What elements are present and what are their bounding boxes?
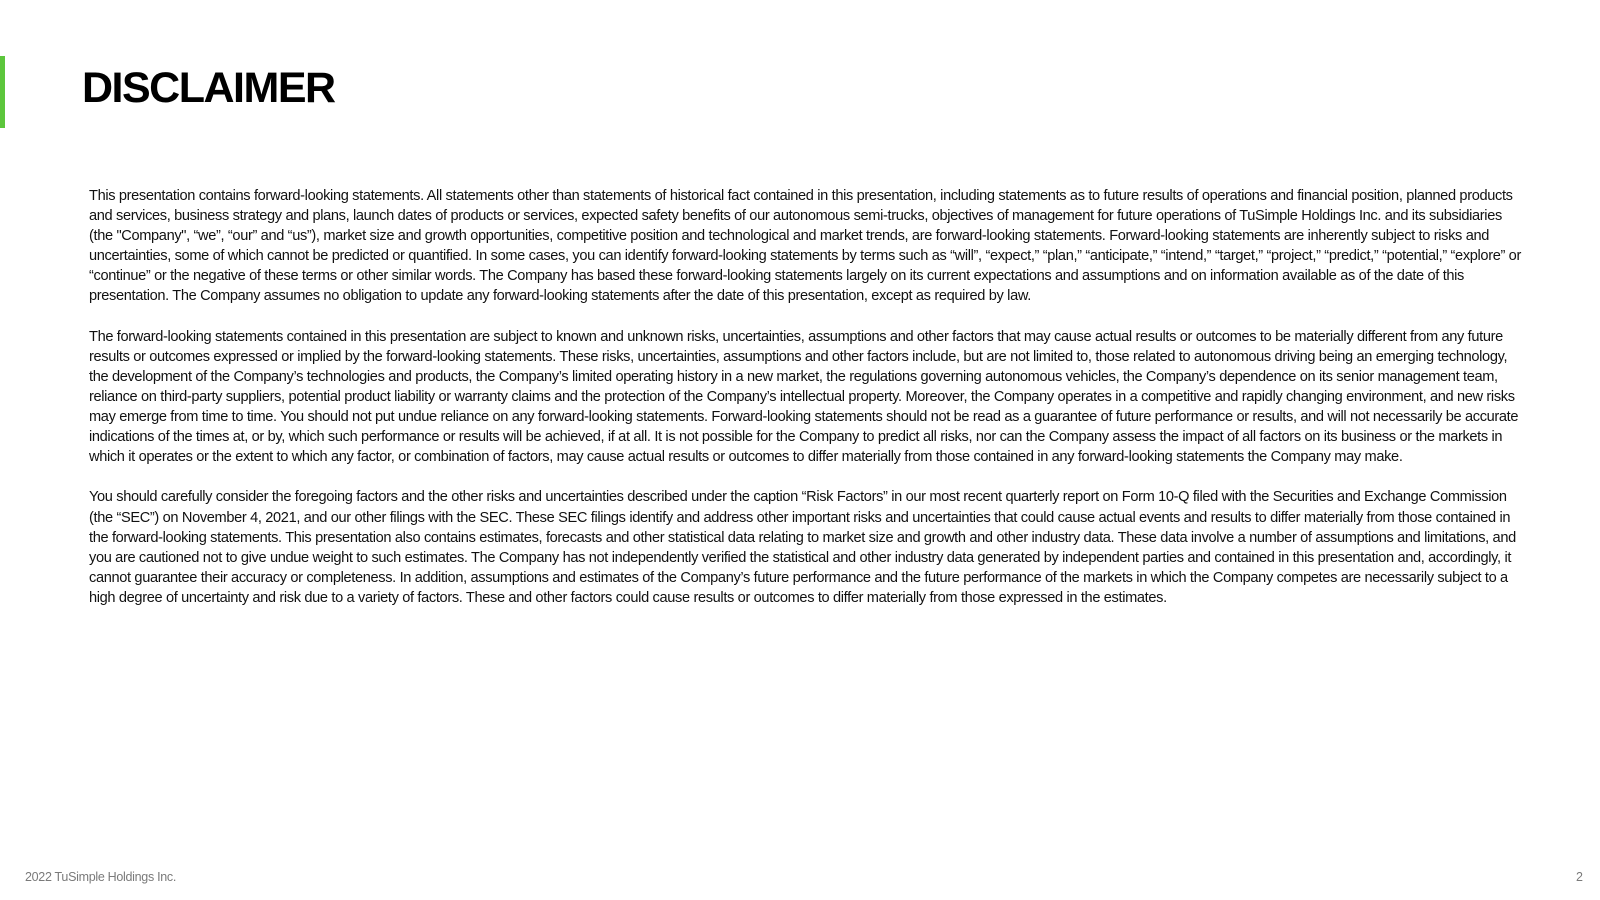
footer-copyright: 2022 TuSimple Holdings Inc. — [25, 870, 177, 884]
disclaimer-body — [89, 186, 1529, 628]
disclaimer-paragraph-forward-looking: This presentation contains forward-looking statements. All statements other than statements of historical fact contained in this presentation, including statements as to future results of operations and financial position, planned products and services, business strategy and plans, launch dates of products or services, expected safety benefits of our autonomous semi-trucks, objectives of management for future operations of TuSimple Holdings Inc. and its subsidiaries (the "Company", “we”, “our” and “us”), market size and growth opportunities, competitive position and technological and market trends, are forward-looking statements. Forward-looking statements are inherently subject to risks and uncertainties, some of which cannot be predicted or quantified. In some cases, you can identify forward-looking statements by terms such as “will”, “expect,” “plan,” “anticipate,” “intend,” “target,” “project,” “predict,” “potential,” “explore” or “continue” or the negative of these terms or other similar words. The Company has based these forward-looking statements largely on its current expectations and assumptions and on information available as of the date of this presentation. The Company assumes no obligation to update any forward-looking statements after the date of this presentation, except as required by law. — [89, 188, 1521, 305]
title-accent-bar — [0, 56, 5, 128]
disclaimer-paragraph-filings: You should carefully consider the foregoing factors and the other risks and uncertainties described under the caption “Risk Factors” in our most recent quarterly report on Form 10-Q filed with the Securities and Exchange Commission (the “SEC”) on November 4, 2021, and our other filings with the SEC. These SEC filings identify and address other important risks and uncertainties that could cause actual events and results to differ materially from those contained in the forward-looking statements. This presentation also contains estimates, forecasts and other statistical data relating to market size and growth and other industry data. These data involve a number of assumptions and limitations, and you are cautioned not to give undue weight to such estimates. The Company has not independently verified the statistical and other industry data generated by independent parties and contained in this presentation and, accordingly, it cannot guarantee their accuracy or completeness. In addition, assumptions and estimates of the Company’s future performance and the future performance of the markets in which the Company competes are necessarily subject to a high degree of uncertainty and risk due to a variety of factors. These and other factors could cause results or outcomes to differ materially from those expressed in the estimates. — [89, 489, 1516, 606]
page-number: 2 — [1576, 870, 1583, 884]
page-title: DISCLAIMER — [82, 64, 335, 112]
disclaimer-paragraph-risks: The forward-looking statements contained in this presentation are subject to known and unknown risks, uncertainties, assumptions and other factors that may cause actual results or outcomes to be materially different from any future results or outcomes expressed or implied by the forward-looking statements. These risks, uncertainties, assumptions and other factors include, but are not limited to, those related to autonomous driving being an emerging technology, the development of the Company’s technologies and products, the Company’s limited operating history in a new market, the regulations governing autonomous vehicles, the Company’s dependence on its senior management team, reliance on third-party suppliers, potential product liability or warranty claims and the protection of the Company’s intellectual property. Moreover, the Company operates in a competitive and rapidly changing environment, and new risks may emerge from time to time. You should not put undue reliance on any forward-looking statements. Forward-looking statements should not be read as a guarantee of future performance or results, and will not necessarily be accurate indications of the times at, or by, which such performance or results will be achieved, if at all. It is not possible for the Company to predict all risks, nor can the Company assess the impact of all factors on its business or the markets in which it operates or the extent to which any factor, or combination of factors, may cause actual results or outcomes to differ materially from those contained in any forward-looking statements the Company may make. — [89, 328, 1519, 466]
